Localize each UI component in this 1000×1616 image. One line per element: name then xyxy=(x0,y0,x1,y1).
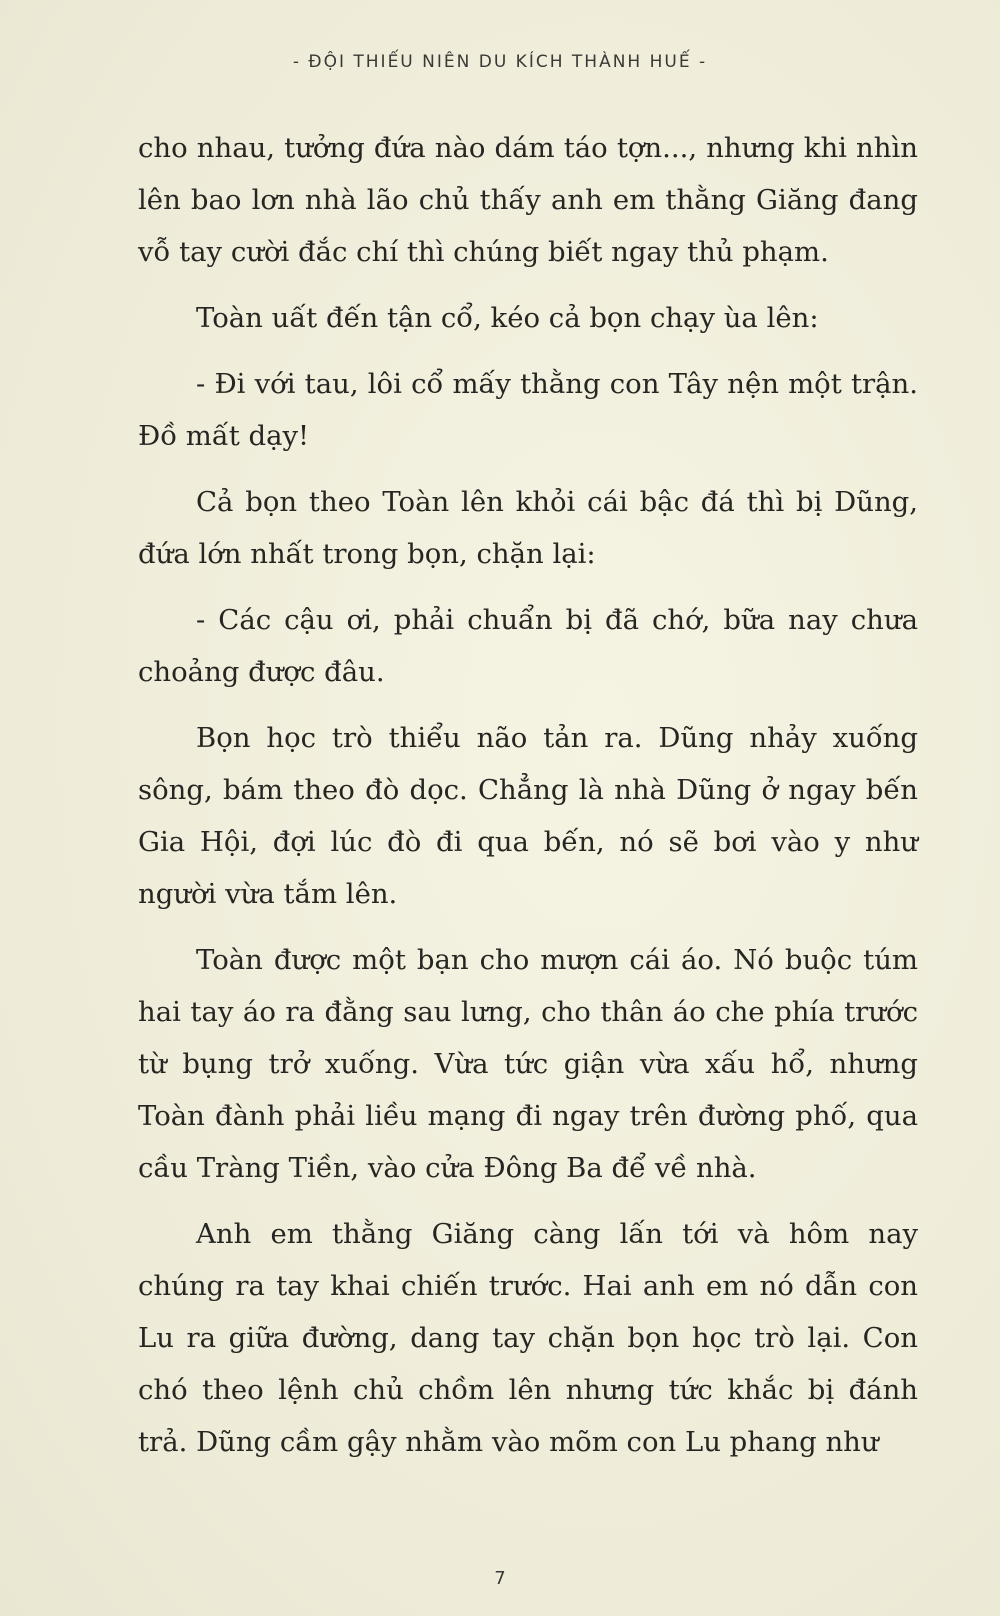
paragraph: Toàn được một bạn cho mượn cái áo. Nó buộc túm hai tay áo ra đằng sau lưng, cho thân áo che phía trước từ bụng trở xuống. Vừa tức giận vừa xấu hổ, nhưng Toàn đành phải liều mạng đi ngay trên đường phố, qua cầu Tràng Tiền, vào cửa Đông Ba để về nhà. xyxy=(138,944,918,1184)
page-number: 7 xyxy=(494,1568,506,1589)
paragraph: - Đi với tau, lôi cổ mấy thằng con Tây nện một trận. Đồ mất dạy! xyxy=(138,368,918,452)
body-text xyxy=(138,122,918,1468)
paragraph: cho nhau, tưởng đứa nào dám táo tợn..., nhưng khi nhìn lên bao lơn nhà lão chủ thấy anh em thằng Giăng đang vỗ tay cười đắc chí thì chúng biết ngay thủ phạm. xyxy=(138,132,918,268)
paragraph: - Các cậu ơi, phải chuẩn bị đã chớ, bữa nay chưa choảng được đâu. xyxy=(138,604,918,688)
paragraph: Anh em thằng Giăng càng lấn tới và hôm nay chúng ra tay khai chiến trước. Hai anh em nó dẫn con Lu ra giữa đường, dang tay chặn bọn học trò lại. Con chó theo lệnh chủ chồm lên nhưng tức khắc bị đánh trả. Dũng cầm gậy nhằm vào mõm con Lu phang như xyxy=(138,1218,918,1458)
running-header: - ĐỘI THIẾU NIÊN DU KÍCH THÀNH HUẾ - xyxy=(292,52,708,72)
paragraph: Bọn học trò thiểu não tản ra. Dũng nhảy xuống sông, bám theo đò dọc. Chẳng là nhà Dũng ở ngay bến Gia Hội, đợi lúc đò đi qua bến, nó sẽ bơi vào y như người vừa tắm lên. xyxy=(138,722,918,910)
paragraph: Cả bọn theo Toàn lên khỏi cái bậc đá thì bị Dũng, đứa lớn nhất trong bọn, chặn lại: xyxy=(138,486,918,570)
paragraph: Toàn uất đến tận cổ, kéo cả bọn chạy ùa lên: xyxy=(196,302,819,334)
